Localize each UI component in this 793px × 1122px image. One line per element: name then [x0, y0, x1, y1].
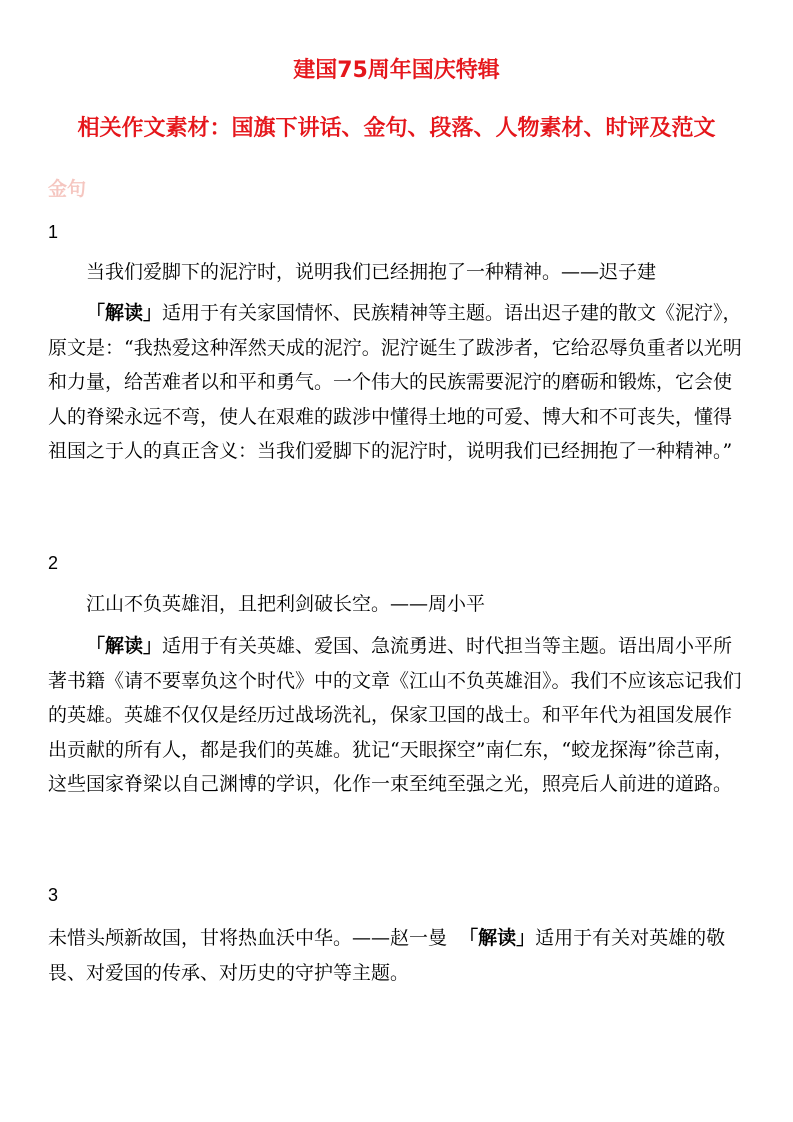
- item-number: 3: [48, 885, 59, 905]
- quote-text: 江山不负英雄泪，且把利剑破长空。——周小平: [86, 593, 486, 615]
- quote-text: 当我们爱脚下的泥泞时，说明我们已经拥抱了一种精神。——迟子建: [86, 261, 657, 283]
- explanation-paragraph: [48, 296, 748, 469]
- explanation-text: 适用于有关对英雄的敬畏、对爱国的传承、对历史的守护等主题。: [48, 927, 726, 984]
- interpretation-tag: 「解读」: [459, 927, 536, 949]
- explanation-paragraph: [48, 629, 748, 802]
- quote-text: 未惜头颅新故国，甘将热血沃中华。——赵一曼: [48, 927, 448, 949]
- interpretation-tag: 「解读」: [86, 302, 163, 324]
- explanation-text: 适用于有关家国情怀、民族精神等主题。语出迟子建的散文《泥泞》，原文是：“我热爱这种浑然天成的泥泞。泥泞诞生了跋涉者，它给忍辱负重者以光明和力量，给苦难者以和平和勇气。一个伟大的民族需要泥泞的磨砺和锻炼，它会使人的脊梁永远不弯，使人在艰难的跋涉中懂得土地的可爱、博大和不可丧失，懂得祖国之于人的真正含义：当我们爱脚下的泥泞时，说明我们已经拥抱了一种精神。”: [48, 302, 742, 462]
- document-title: 建国75周年国庆特辑: [293, 58, 500, 83]
- item-number: 2: [48, 553, 59, 573]
- quote-explanation-paragraph: [48, 921, 748, 990]
- section-heading: 金句: [48, 178, 87, 200]
- interpretation-tag: 「解读」: [86, 635, 163, 657]
- item-number: 1: [48, 222, 59, 242]
- document-subtitle: 相关作文素材：国旗下讲话、金句、段落、人物素材、时评及范文: [77, 116, 716, 141]
- explanation-text: 适用于有关英雄、爱国、急流勇进、时代担当等主题。语出周小平所著书籍《请不要辜负这个时代》中的文章《江山不负英雄泪》。我们不应该忘记我们的英雄。英雄不仅仅是经历过战场洗礼，保家卫国的战士。和平年代为祖国发展作出贡献的所有人，都是我们的英雄。犹记“天眼探空”南仁东，“蛟龙探海”徐芑南，这些国家脊梁以自己渊博的学识，化作一束至纯至强之光，照亮后人前进的道路。: [48, 635, 742, 795]
